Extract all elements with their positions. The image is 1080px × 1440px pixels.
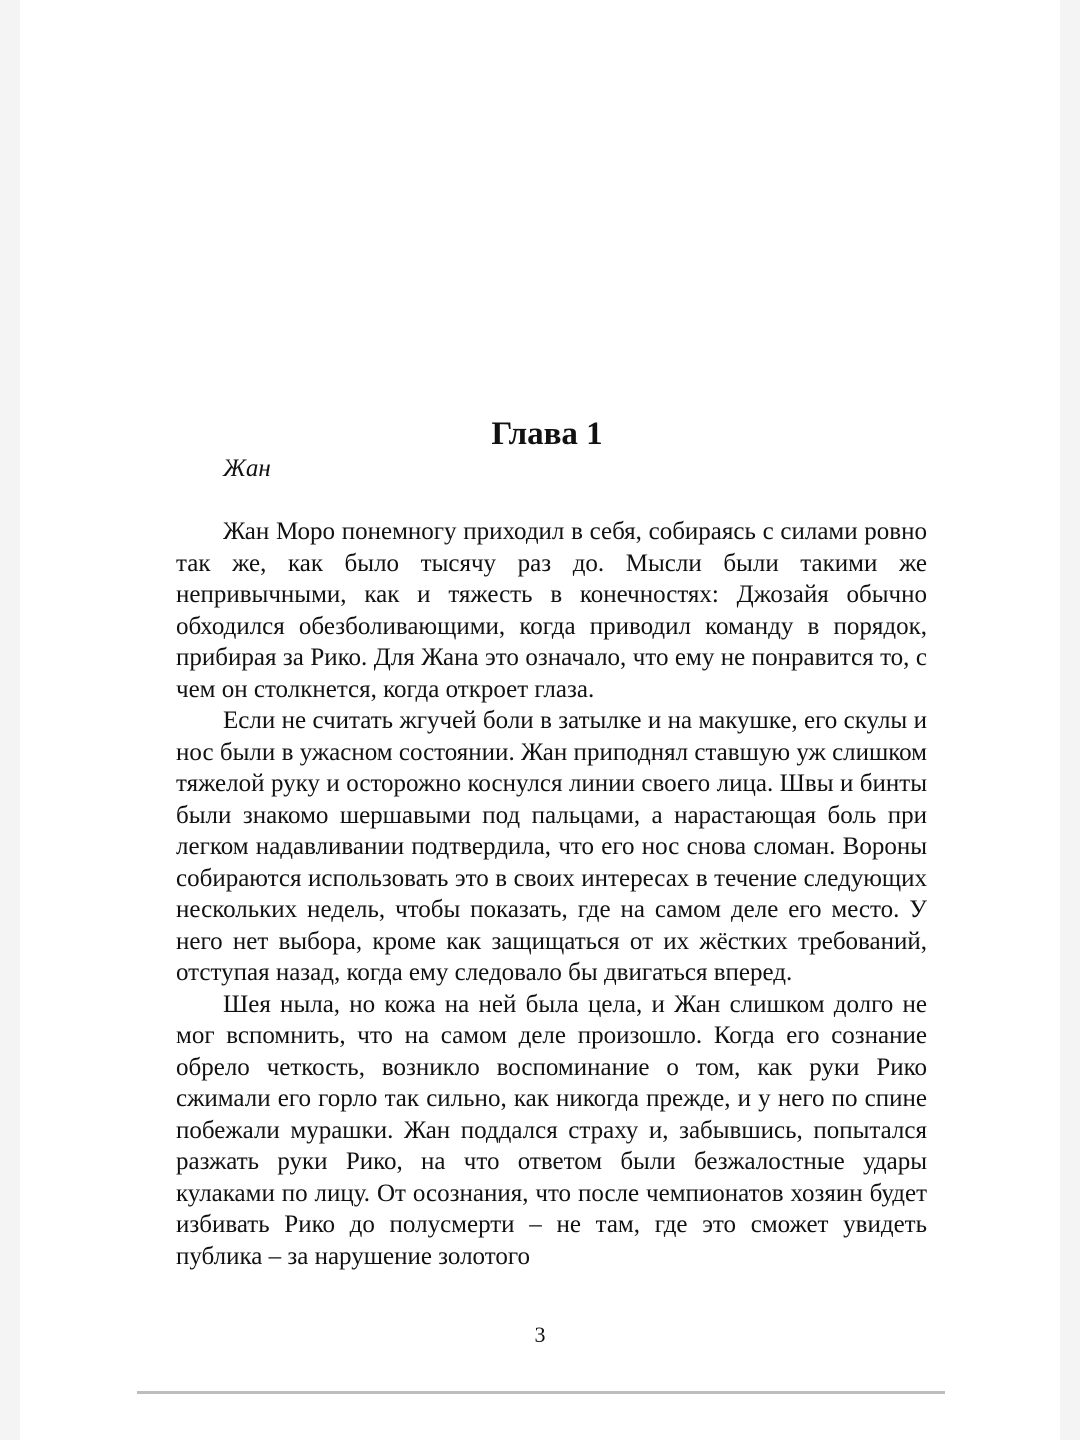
- paragraph-3: Шея ныла, но кожа на ней была цела, и Жан слишком долго не мог вспомнить, что на самом деле произошло. Когда его сознание обрело четкость, возникло воспоминание о том, как руки Рико сжимали его горло так сильно, как никогда прежде, и у него по спине побежали мурашки. Жан поддался страху и, забывшись, попытался разжать руки Рико, на что ответом были безжалостные удары кулаками по лицу. От осознания, что после чемпионатов хозяин будет избивать Рико до полусмерти – не там, где это сможет увидеть публика – за нарушение золотого: [176, 990, 927, 1270]
- footer-divider: [137, 1391, 945, 1394]
- chapter-body: [176, 516, 927, 1272]
- paragraph-1: Жан Моро понемногу приходил в себя, собираясь с силами ровно так же, как было тысячу раз до. Мысли были такими же непривычными, как и тяжесть в конечностях: Джозайя обычно обходился обезболивающими, когда приводил команду в порядок, прибирая за Рико. Для Жана это означало, что ему не понравится то, с чем он столкнется, когда откроет глаза.: [176, 518, 927, 703]
- chapter-title: Глава 1: [491, 416, 603, 452]
- chapter-pov-label: Жан: [223, 455, 271, 482]
- paragraph-2: Если не считать жгучей боли в затылке и на макушке, его скулы и нос были в ужасном состоянии. Жан приподнял ставшую уж слишком тяжелой руку и осторожно коснулся линии своего лица. Швы и бинты были знакомо шершавыми под пальцами, а нарастающая боль при легком надавливании подтвердила, что его нос снова сломан. Вороны собираются использовать это в своих интересах в течение следующих нескольких недель, чтобы показать, где на самом деле его место. У него нет выбора, кроме как защищаться от их жёстких требований, отступая назад, когда ему следовало бы двигаться вперед.: [176, 707, 927, 986]
- page-number: 3: [534, 1322, 546, 1347]
